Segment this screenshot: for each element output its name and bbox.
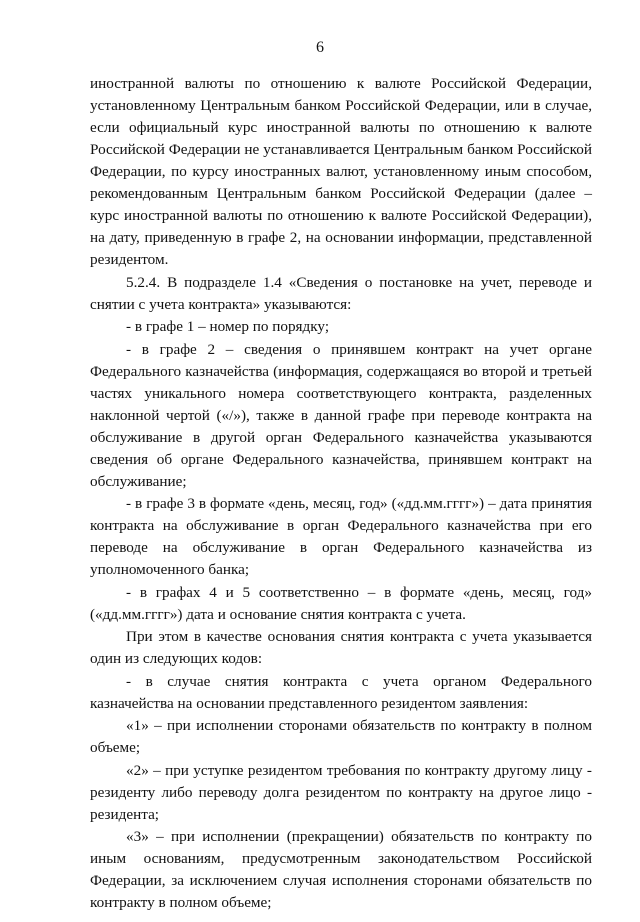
paragraph: «1» – при исполнении сторонами обязательств по контракту в полном объеме; [90, 717, 592, 756]
paragraph: - в графах 4 и 5 соответственно – в формате «день, месяц, год» («дд.мм.гггг») дата и основание снятия контракта с учета. [90, 583, 592, 623]
paragraph: - в графе 1 – номер по порядку; [126, 318, 330, 335]
page-number: 6 [316, 39, 324, 56]
paragraph: При этом в качестве основания снятия контракта с учета указывается один из следующих кодов: [90, 628, 592, 667]
paragraph: - в случае снятия контракта с учета органом Федерального казначейства на основании представленного резидентом заявления: [90, 672, 592, 712]
document-body [90, 73, 592, 915]
paragraph: - в графе 3 в формате «день, месяц, год» («дд.мм.гггг») – дата принятия контракта на обслуживание в орган Федерального казначейства при его переводе на обслуживание в орган Федерального казначейства из уполномоченного банка; [90, 495, 592, 578]
paragraph: «3» – при исполнении (прекращении) обязательств по контракту по иным основаниям, предусмотренным законодательством Российской Федерации, за исключением случая исполнения сторонами обязательств по контракту в полном объеме; [90, 828, 592, 911]
paragraph: 5.2.4. В подразделе 1.4 «Сведения о постановке на учет, переводе и снятии с учета контракта» указываются: [90, 273, 592, 313]
paragraph: иностранной валюты по отношению к валюте Российской Федерации, установленному Центральным банком Российской Федерации, или в случае, если официальный курс иностранной валюты по отношению к валюте Российской Федерации не устанавливается Центральным банком Российской Федерации, по курсу иностранных валют, установленному иным способом, рекомендованным Центральным банком Российской Федерации (далее – курс иностранной валюты по отношению к валюте Российской Федерации), на дату, приведенную в графе 2, на основании информации, представленной резидентом. [90, 75, 592, 268]
paragraph: - в графе 2 – сведения о принявшем контракт на учет органе Федерального казначейства (информация, содержащаяся во второй и третьей частях уникального номера соответствующего контракта, разделенных наклонной чертой («/»), также в данной графе при переводе контракта на обслуживание в другой орган Федерального казначейства указываются сведения об органе Федерального казначейства, принявшем контракт на обслуживание; [90, 340, 592, 490]
paragraph: «2» – при уступке резидентом требования по контракту другому лицу - резиденту либо переводу долга резидентом по контракту на другое лицо - резидента; [90, 761, 592, 823]
